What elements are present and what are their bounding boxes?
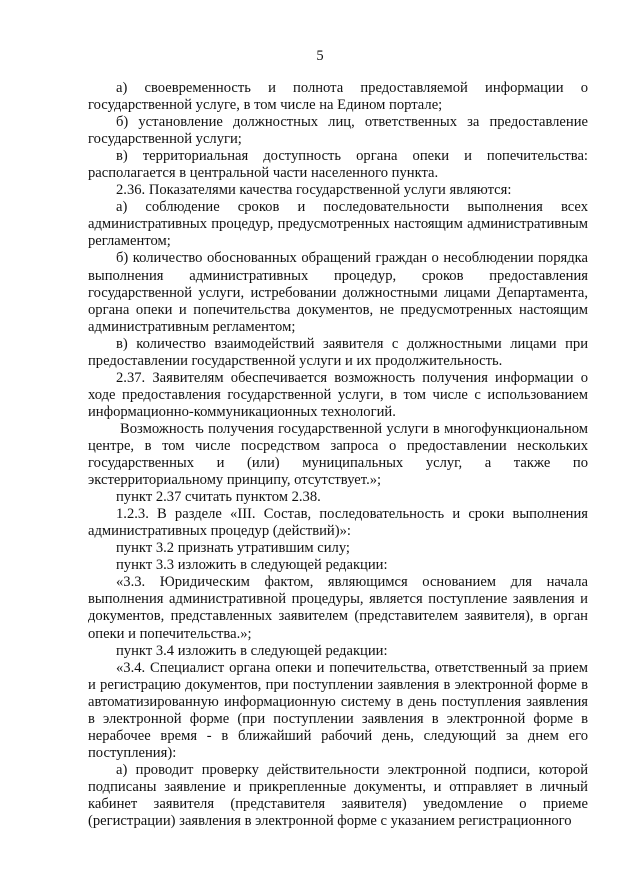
paragraph: Возможность получения государственной услуги в многофункциональном центре, в том числе посредством запроса о предоставлении нескольких государственных и (или) муниципальных услуг, а также по экстерриториальному принципу, отсутствует.»;	[88, 420, 588, 489]
paragraph: б) установление должностных лиц, ответственных за предоставление государственной услуги;	[88, 114, 588, 148]
paragraph: «3.4. Специалист органа опеки и попечительства, ответственный за прием и регистрацию документов, при поступлении заявления в электронной форме в автоматизированную информационную систему в день поступления заявления в электронной форме (при поступлении заявления в электронной форме в нерабочее время - в ближайший рабочий день, следующий за днем его поступления):	[88, 659, 588, 761]
document-body	[88, 80, 588, 830]
paragraph: а) своевременность и полнота предоставляемой информации о государственной услуге, в том числе на Едином портале;	[88, 80, 588, 114]
paragraph: в) количество взаимодействий заявителя с должностными лицами при предоставлении государственной услуги и их продолжительность.	[88, 335, 588, 369]
paragraph: 2.37. Заявителям обеспечивается возможность получения информации о ходе предоставления государственной услуги, в том числе с использованием информационно-коммуникационных технологий.	[88, 369, 588, 420]
paragraph: пункт 3.4 изложить в следующей редакции:	[116, 642, 388, 659]
paragraph: пункт 3.3 изложить в следующей редакции:	[116, 557, 388, 574]
paragraph: «3.3. Юридическим фактом, являющимся основанием для начала выполнения административной процедуры, является поступление заявления и документов, представленных заявителем (представителем заявителя), в орган опеки и попечительства.»;	[88, 574, 588, 642]
paragraph: а) проводит проверку действительности электронной подписи, которой подписаны заявление и прикрепленные документы, и отправляет в личный кабинет заявителя (представителя заявителя) уведомление о приеме (регистрации) заявления в электронной форме с указанием регистрационного	[88, 761, 588, 830]
paragraph: пункт 3.2 признать утратившим силу;	[116, 540, 350, 557]
paragraph: в) территориальная доступность органа опеки и попечительства: располагается в центральной части населенного пункта.	[88, 148, 588, 182]
paragraph: а) соблюдение сроков и последовательности выполнения всех административных процедур, предусмотренных настоящим административным регламентом;	[88, 199, 588, 250]
paragraph: 1.2.3. В разделе «III. Состав, последовательность и сроки выполнения административных процедур (действий)»:	[88, 506, 588, 540]
page-number: 5	[316, 48, 324, 64]
paragraph: 2.36. Показателями качества государственной услуги являются:	[116, 182, 512, 199]
paragraph: б) количество обоснованных обращений граждан о несоблюдении порядка выполнения административных процедур, сроков предоставления государственной услуги, истребовании должностными лицами Департамента, органа опеки и попечительства документов, не предусмотренных настоящим административным регламентом;	[88, 250, 588, 335]
paragraph: пункт 2.37 считать пунктом 2.38.	[116, 489, 321, 506]
